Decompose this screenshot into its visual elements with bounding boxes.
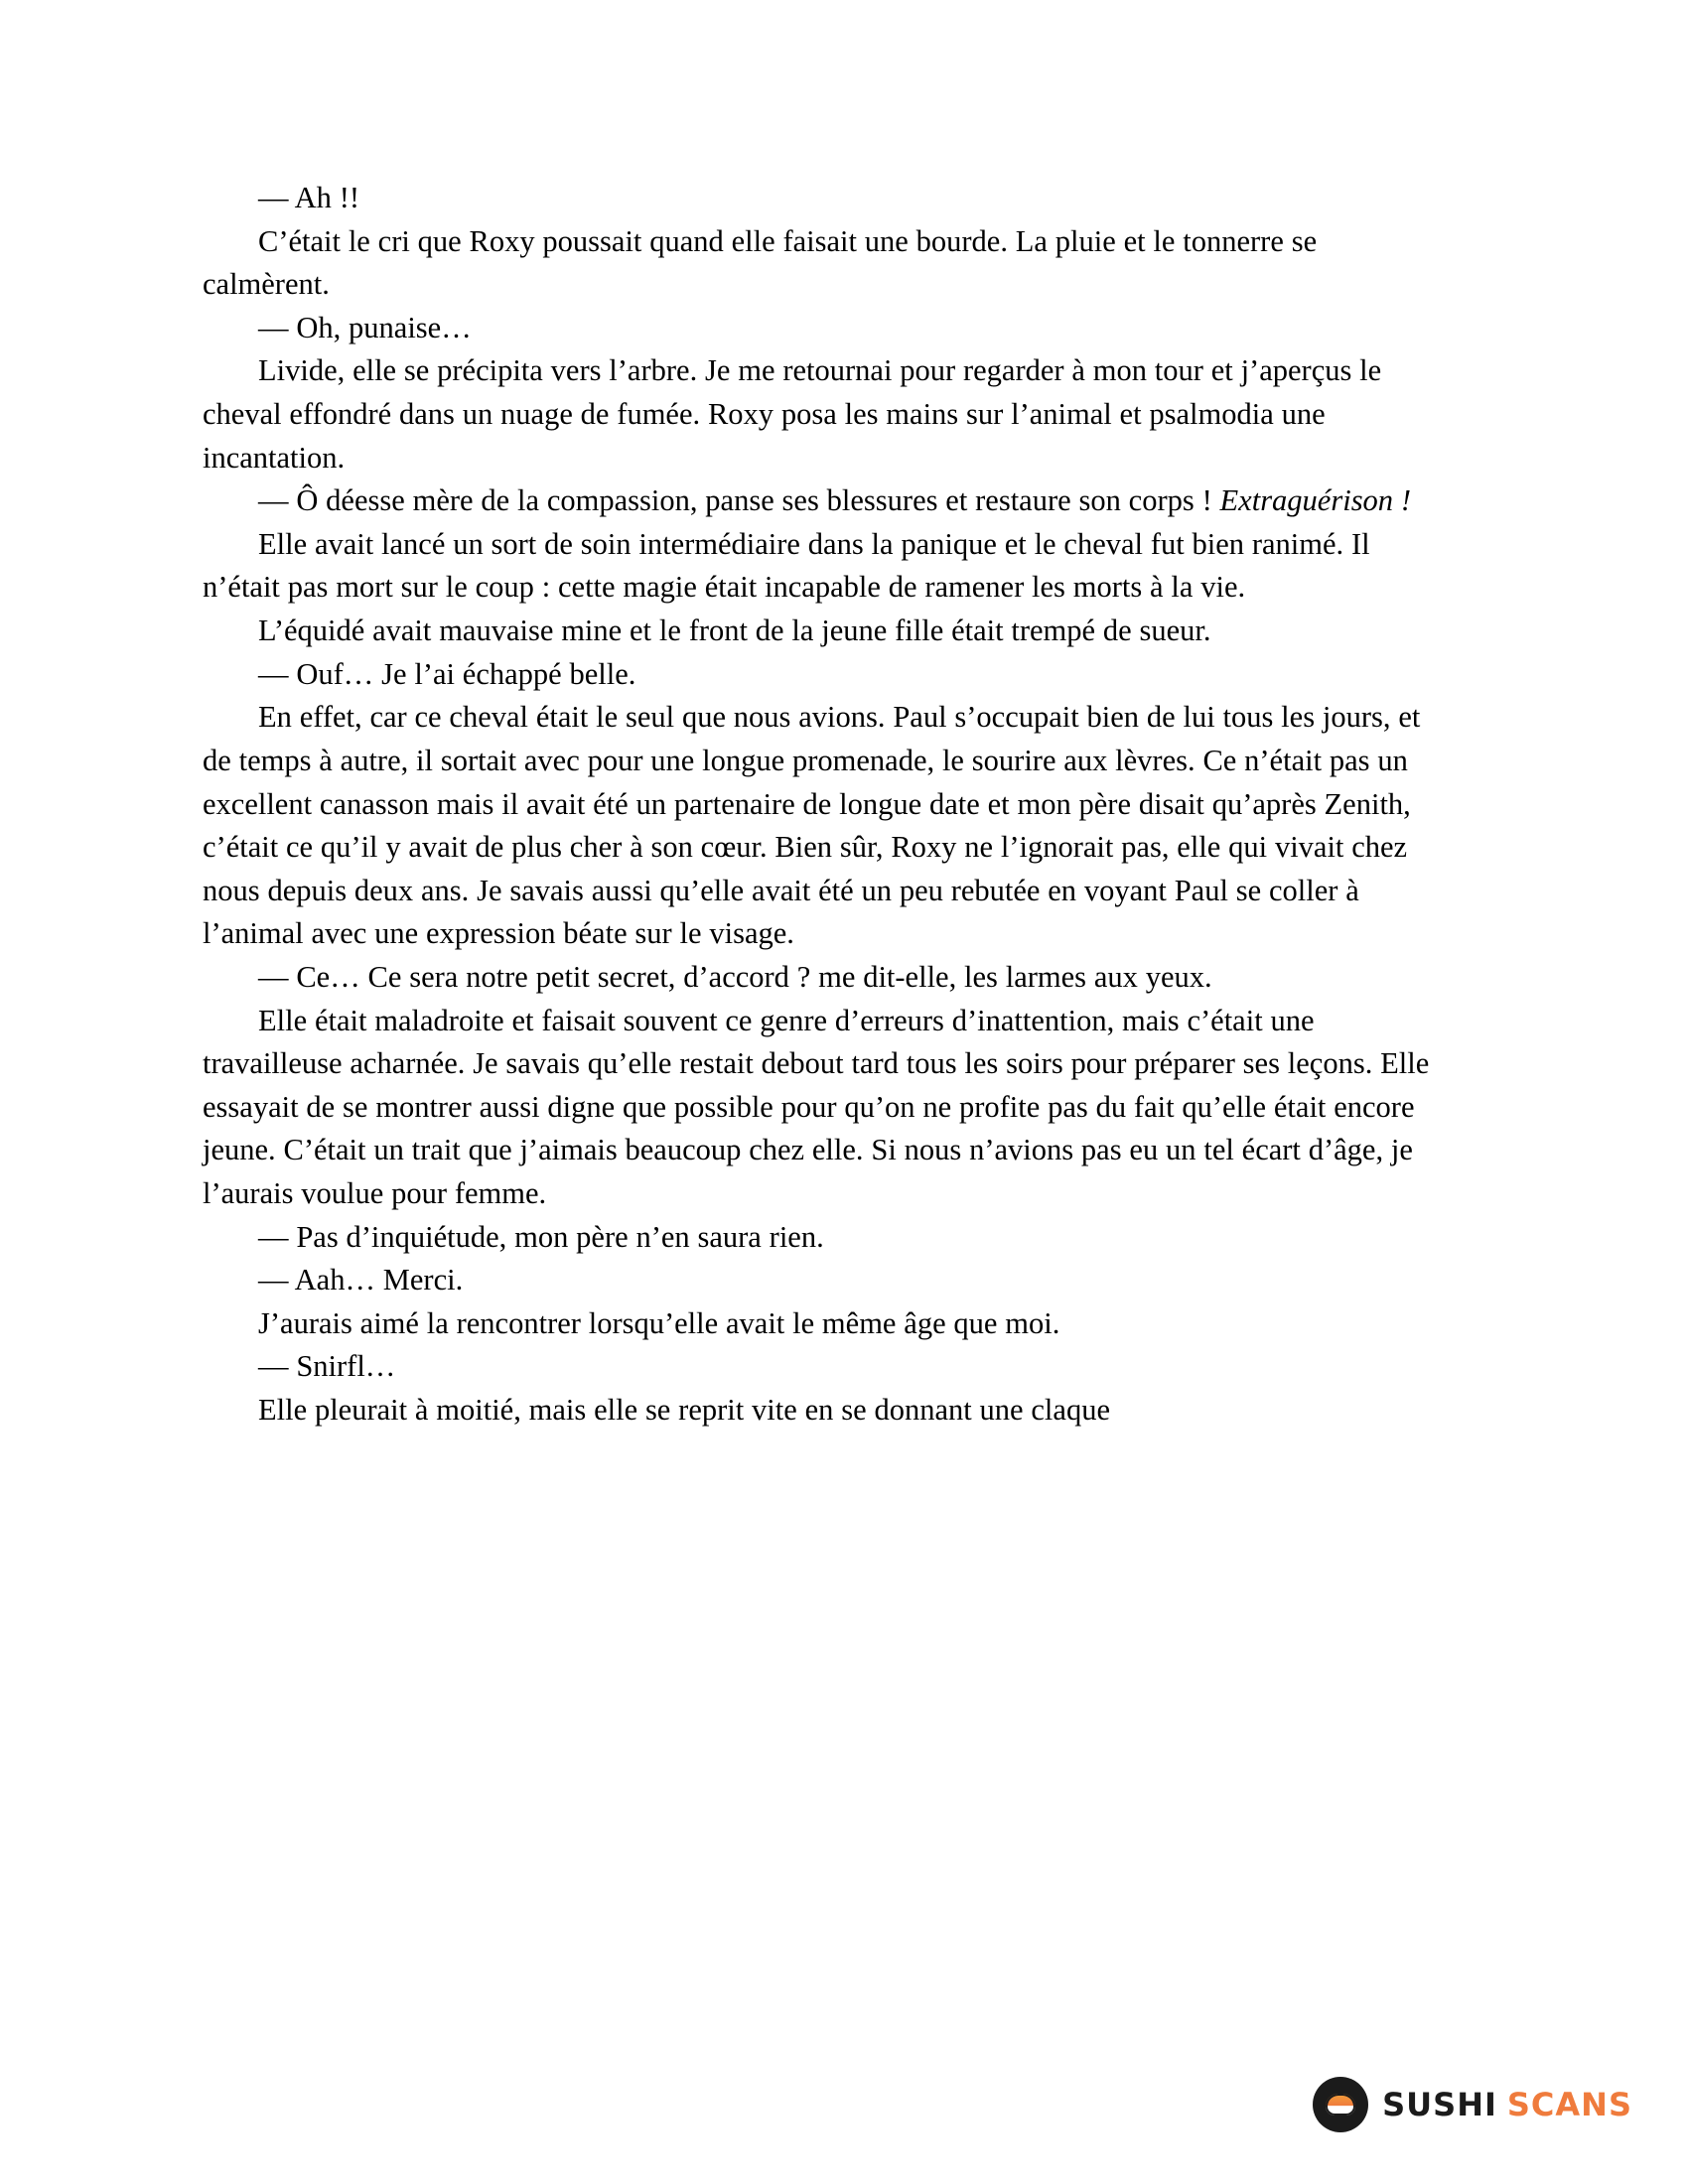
spell-name: Extraguérison ! xyxy=(1219,483,1412,518)
paragraph: — Ce… Ce sera notre petit secret, d’accord ? me dit-elle, les larmes aux yeux. xyxy=(258,959,1212,994)
sushi-glyph xyxy=(1326,2094,1355,2116)
paragraph-with-spell xyxy=(203,479,1446,523)
paragraph: — Ah !! xyxy=(258,181,360,214)
paragraph-text: — Ô déesse mère de la compassion, panse ses blessures et restaure son corps ! xyxy=(258,483,1220,518)
watermark-word-two: SCANS xyxy=(1506,2086,1632,2123)
paragraph: En effet, car ce cheval était le seul que nous avions. Paul s’occupait bien de lui tous les jours, et de temps à autre, il sortait avec pour une longue promenade, le sourire aux lèvres. Ce n’était pas un excellent canasson mais il avait été un partenaire de longue date et mon père disait qu’après Zenith, c’était ce qu’il y avait de plus cher à son cœur. Bien sûr, Roxy ne l’ignorait pas, elle qui vivait chez nous depuis deux ans. Je savais aussi qu’elle avait été un peu rebutée en voyant Paul se coller à l’animal avec une expression béate sur le visage. xyxy=(203,700,1421,951)
paragraph: Elle était maladroite et faisait souvent ce genre d’erreurs d’inattention, mais c’était une travailleuse acharnée. Je savais qu’elle restait debout tard tous les soirs pour préparer ses leçons. Elle essayait de se montrer aussi digne que possible pour qu’on ne profite pas du fait qu’elle était encore jeune. C’était un trait que j’aimais beaucoup chez elle. Si nous n’avions pas eu un tel écart d’âge, je l’aurais voulue pour femme. xyxy=(203,1003,1430,1211)
scanlation-watermark xyxy=(1313,2077,1632,2132)
paragraph: Elle avait lancé un sort de soin intermédiaire dans la panique et le cheval fut bien ranimé. Il n’était pas mort sur le coup : cette magie était incapable de ramener les morts à la vie. xyxy=(203,526,1370,605)
paragraph: J’aurais aimé la rencontrer lorsqu’elle avait le même âge que moi. xyxy=(258,1305,1060,1340)
sushi-logo-icon xyxy=(1313,2077,1368,2132)
paragraph: — Oh, punaise… xyxy=(258,310,472,344)
body-text-column xyxy=(203,177,1446,1433)
paragraph: — Pas d’inquiétude, mon père n’en saura rien. xyxy=(258,1219,824,1254)
paragraph: L’équidé avait mauvaise mine et le front de la jeune fille était trempé de sueur. xyxy=(258,614,1211,648)
paragraph: C’était le cri que Roxy poussait quand elle faisait une bourde. La pluie et le tonnerre se calmèrent. xyxy=(203,223,1318,302)
watermark-word-one: SUSHI xyxy=(1382,2086,1497,2123)
watermark-text xyxy=(1382,2086,1632,2123)
paragraph: — Ouf… Je l’ai échappé belle. xyxy=(258,656,636,691)
paragraph: — Snirfl… xyxy=(258,1349,396,1384)
paragraph: — Aah… Merci. xyxy=(258,1263,464,1297)
paragraph: Elle pleurait à moitié, mais elle se reprit vite en se donnant une claque xyxy=(258,1393,1110,1428)
paragraph: Livide, elle se précipita vers l’arbre. Je me retournai pour regarder à mon tour et j’aperçus le cheval effondré dans un nuage de fumée. Roxy posa les mains sur l’animal et psalmodia une incantation. xyxy=(203,353,1382,475)
